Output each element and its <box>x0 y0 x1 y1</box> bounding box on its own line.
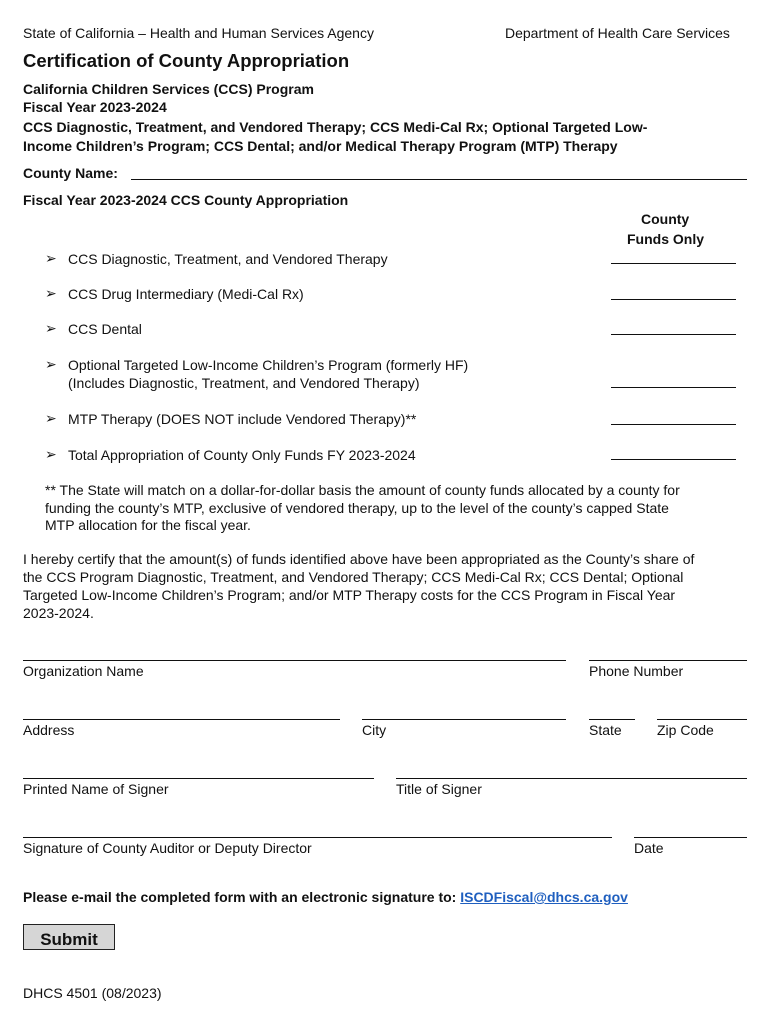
program-scope-line1: CCS Diagnostic, Treatment, and Vendored Therapy; CCS Medi-Cal Rx; Optional Targeted Low- <box>23 119 648 135</box>
state-label: State <box>589 722 622 738</box>
item-label: Total Appropriation of County Only Funds FY 2023-2024 <box>68 447 416 463</box>
state-field[interactable] <box>589 719 635 720</box>
title-of-signer-field[interactable] <box>396 778 747 779</box>
organization-name-label: Organization Name <box>23 663 144 679</box>
form-title: Certification of County Appropriation <box>23 50 350 71</box>
footnote-line: MTP allocation for the fiscal year. <box>45 517 251 533</box>
certification-line: I hereby certify that the amount(s) of funds identified above have been appropriated as the County’s share of <box>23 551 695 567</box>
item-label: CCS Diagnostic, Treatment, and Vendored Therapy <box>68 251 388 267</box>
bullet-arrow-icon: ➢ <box>45 250 57 266</box>
item-label-continued: (Includes Diagnostic, Treatment, and Vendored Therapy) <box>68 375 420 391</box>
phone-number-field[interactable] <box>589 660 747 661</box>
agency-name: State of California – Health and Human Services Agency <box>23 25 374 41</box>
date-field[interactable] <box>634 837 747 838</box>
bullet-arrow-icon: ➢ <box>45 320 57 336</box>
item-label: CCS Drug Intermediary (Medi-Cal Rx) <box>68 286 304 302</box>
item-label: MTP Therapy (DOES NOT include Vendored Therapy)** <box>68 411 417 427</box>
department-name: Department of Health Care Services <box>505 25 730 41</box>
program-scope-line2: Income Children’s Program; CCS Dental; and/or Medical Therapy Program (MTP) Therapy <box>23 138 618 154</box>
zip-code-field[interactable] <box>657 719 747 720</box>
county-name-label: County Name: <box>23 165 118 181</box>
bullet-arrow-icon: ➢ <box>45 446 57 462</box>
title-of-signer-label: Title of Signer <box>396 781 482 797</box>
certification-line: 2023-2024. <box>23 605 94 621</box>
item-amount-field[interactable] <box>611 299 736 300</box>
item-label: CCS Dental <box>68 321 142 337</box>
printed-name-label: Printed Name of Signer <box>23 781 169 797</box>
bullet-arrow-icon: ➢ <box>45 410 57 426</box>
column-header-funds-only: Funds Only <box>627 231 704 247</box>
zip-code-label: Zip Code <box>657 722 714 738</box>
printed-name-field[interactable] <box>23 778 374 779</box>
city-label: City <box>362 722 387 738</box>
certification-line: the CCS Program Diagnostic, Treatment, and Vendored Therapy; CCS Medi-Cal Rx; CCS Dental; Optional <box>23 569 684 585</box>
total-amount-field[interactable] <box>611 459 736 460</box>
email-instruction-text: Please e-mail the completed form with an electronic signature to: <box>23 889 457 905</box>
email-link[interactable]: ISCDFiscal@dhcs.ca.gov <box>460 889 628 905</box>
submit-button[interactable]: Submit <box>23 924 115 950</box>
signature-label: Signature of County Auditor or Deputy Director <box>23 840 312 856</box>
address-label: Address <box>23 722 75 738</box>
program-name: California Children Services (CCS) Program <box>23 81 314 97</box>
footnote-line: funding the county’s MTP, exclusive of vendored therapy, up to the level of the county’s capped State <box>45 500 669 516</box>
organization-name-field[interactable] <box>23 660 566 661</box>
item-amount-field[interactable] <box>611 387 736 388</box>
item-amount-field[interactable] <box>611 263 736 264</box>
address-field[interactable] <box>23 719 340 720</box>
appropriation-heading: Fiscal Year 2023-2024 CCS County Appropriation <box>23 192 349 208</box>
certification-line: Targeted Low-Income Children’s Program; and/or MTP Therapy costs for the CCS Program in Fiscal Year <box>23 587 676 603</box>
bullet-arrow-icon: ➢ <box>45 285 57 301</box>
form-number: DHCS 4501 (08/2023) <box>23 985 162 1001</box>
county-name-field[interactable] <box>131 179 747 180</box>
item-amount-field[interactable] <box>611 334 736 335</box>
item-label: Optional Targeted Low-Income Children’s Program (formerly HF) <box>68 357 469 373</box>
footnote-line: ** The State will match on a dollar-for-dollar basis the amount of county funds allocated by a county for <box>45 482 680 498</box>
phone-number-label: Phone Number <box>589 663 684 679</box>
item-amount-field[interactable] <box>611 424 736 425</box>
column-header-county: County <box>641 211 690 227</box>
signature-field[interactable] <box>23 837 612 838</box>
city-field[interactable] <box>362 719 566 720</box>
email-instruction <box>23 889 628 905</box>
bullet-arrow-icon: ➢ <box>45 356 57 372</box>
fiscal-year: Fiscal Year 2023-2024 <box>23 99 167 115</box>
date-label: Date <box>634 840 664 856</box>
